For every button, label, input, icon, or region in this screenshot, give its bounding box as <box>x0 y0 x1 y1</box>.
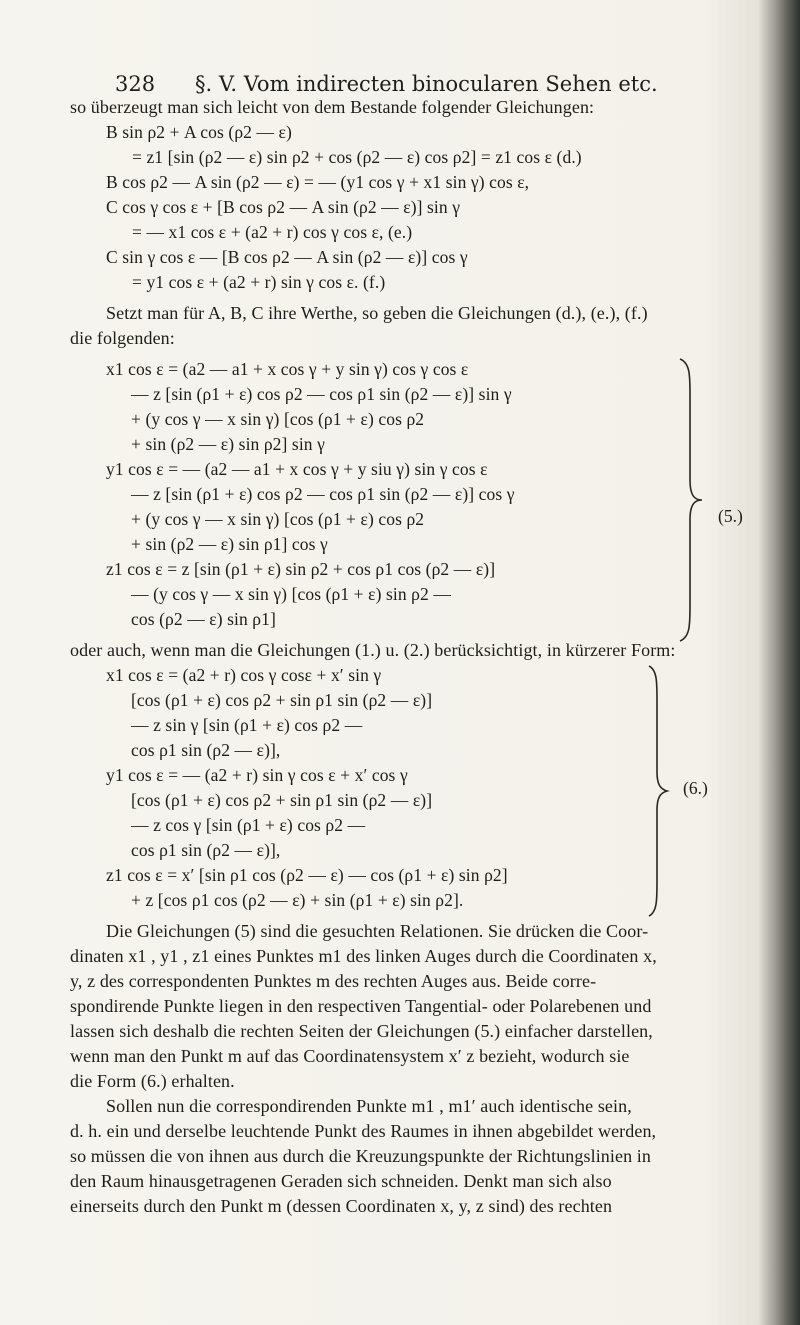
equation-line: y1 cos ε = — (a2 + r) sin γ cos ε + x′ cos γ <box>106 765 408 785</box>
right-brace-6 <box>645 662 681 920</box>
equation-number-5: (5.) <box>718 506 743 526</box>
equation-line: x1 cos ε = (a2 — a1 + x cos γ + y sin γ) cos γ cos ε <box>106 359 469 379</box>
equation-line: — z sin γ [sin (ρ1 + ε) cos ρ2 — <box>131 715 363 735</box>
equation-number-6: (6.) <box>683 778 708 798</box>
text-line: die folgenden: <box>70 328 175 348</box>
equation-line: C cos γ cos ε + [B cos ρ2 — A sin (ρ2 — ε)] sin γ <box>106 197 461 217</box>
text-line: y, z des correspondenten Punktes m des rechten Auges aus. Beide corre- <box>70 971 597 991</box>
text-line: einerseits durch den Punkt m (dessen Coordinaten x, y, z sind) des rechten <box>70 1196 613 1216</box>
page-edge-shadow <box>758 0 800 1325</box>
running-title: §. V. Vom indirecten binocularen Sehen etc. <box>195 72 658 96</box>
text-line: lassen sich deshalb die rechten Seiten der Gleichungen (5.) einfacher darstellen, <box>70 1021 653 1041</box>
equation-line: = — x1 cos ε + (a2 + r) cos γ cos ε, (e.) <box>132 222 413 242</box>
equation-line: y1 cos ε = — (a2 — a1 + x cos γ + y siu γ) sin γ cos ε <box>106 459 488 479</box>
text-line: dinaten x1 , y1 , z1 eines Punktes m1 des linken Auges durch die Coordinaten x, <box>70 946 657 966</box>
text-line: Die Gleichungen (5) sind die gesuchten Relationen. Sie drücken die Coor- <box>106 921 649 941</box>
equation-line: + (y cos γ — x sin γ) [cos (ρ1 + ε) cos ρ2 <box>131 409 425 429</box>
equation-line: [cos (ρ1 + ε) cos ρ2 + sin ρ1 sin (ρ2 — ε)] <box>131 790 433 810</box>
equation-line: cos ρ1 sin (ρ2 — ε)], <box>131 840 281 860</box>
equation-line: = y1 cos ε + (a2 + r) sin γ cos ε. (f.) <box>132 272 386 292</box>
equation-line: — z [sin (ρ1 + ε) cos ρ2 — cos ρ1 sin (ρ2 — ε)] cos γ <box>131 484 515 504</box>
equation-line: + sin (ρ2 — ε) sin ρ1] cos γ <box>131 534 328 554</box>
equation-line: cos (ρ2 — ε) sin ρ1] <box>131 609 276 629</box>
equation-line: + z [cos ρ1 cos (ρ2 — ε) + sin (ρ1 + ε) sin ρ2]. <box>131 890 464 910</box>
right-brace-5 <box>676 355 716 645</box>
text-line: den Raum hinausgetragenen Geraden sich schneiden. Denkt man sich also <box>70 1171 612 1191</box>
equation-line: z1 cos ε = z [sin (ρ1 + ε) sin ρ2 + cos ρ1 cos (ρ2 — ε)] <box>106 559 496 579</box>
equation-line: [cos (ρ1 + ε) cos ρ2 + sin ρ1 sin (ρ2 — ε)] <box>131 690 433 710</box>
equation-line: B sin ρ2 + A cos (ρ2 — ε) <box>106 122 292 142</box>
equation-line: — z [sin (ρ1 + ε) cos ρ2 — cos ρ1 sin (ρ2 — ε)] sin γ <box>131 384 512 404</box>
equation-line: — z cos γ [sin (ρ1 + ε) cos ρ2 — <box>131 815 366 835</box>
equation-line: B cos ρ2 — A sin (ρ2 — ε) = — (y1 cos γ + x1 sin γ) cos ε, <box>106 172 530 192</box>
text-line: wenn man den Punkt m auf das Coordinatensystem x′ z bezieht, wodurch sie <box>70 1046 630 1066</box>
text-line: so überzeugt man sich leicht von dem Bestande folgender Gleichungen: <box>70 97 595 117</box>
text-line: so müssen die von ihnen aus durch die Kreuzungspunkte der Richtungslinien in <box>70 1146 651 1166</box>
text-line: spondirende Punkte liegen in den respectiven Tangential- oder Polarebenen und <box>70 996 652 1016</box>
text-line: d. h. ein und derselbe leuchtende Punkt des Raumes in ihnen abgebildet werden, <box>70 1121 657 1141</box>
equation-line: + sin (ρ2 — ε) sin ρ2] sin γ <box>131 434 325 454</box>
equation-line: cos ρ1 sin (ρ2 — ε)], <box>131 740 281 760</box>
equation-line: — (y cos γ — x sin γ) [cos (ρ1 + ε) sin ρ2 — <box>131 584 451 604</box>
equation-line: C sin γ cos ε — [B cos ρ2 — A sin (ρ2 — ε)] cos γ <box>106 247 468 267</box>
text-line: Sollen nun die correspondirenden Punkte m1 , m1′ auch identische sein, <box>106 1096 632 1116</box>
equation-line: z1 cos ε = x′ [sin ρ1 cos (ρ2 — ε) — cos (ρ1 + ε) sin ρ2] <box>106 865 508 885</box>
text-line: oder auch, wenn man die Gleichungen (1.) u. (2.) berücksichtigt, in kürzerer Form: <box>70 640 676 660</box>
text-line: die Form (6.) erhalten. <box>70 1071 235 1091</box>
page-number: 328 <box>115 72 156 96</box>
equation-line: = z1 [sin (ρ2 — ε) sin ρ2 + cos (ρ2 — ε) cos ρ2] = z1 cos ε (d.) <box>132 147 582 167</box>
equation-line: x1 cos ε = (a2 + r) cos γ cosε + x′ sin γ <box>106 665 382 685</box>
text-line: Setzt man für A, B, C ihre Werthe, so geben die Gleichungen (d.), (e.), (f.) <box>106 303 648 323</box>
equation-line: + (y cos γ — x sin γ) [cos (ρ1 + ε) cos ρ2 <box>131 509 425 529</box>
